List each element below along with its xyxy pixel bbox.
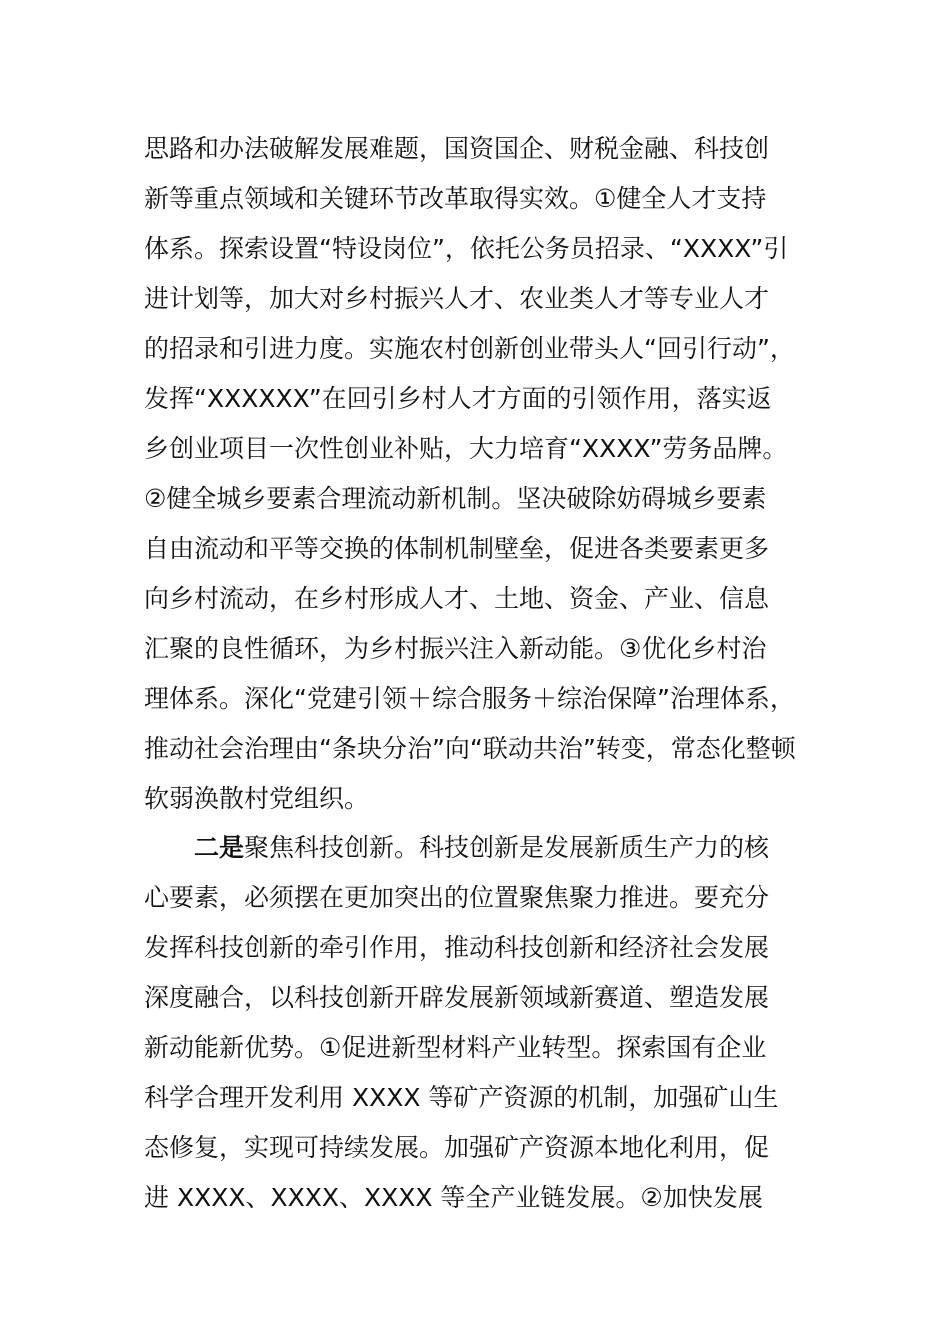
text-line: 自由流动和平等交换的体制机制壁垒，促进各类要素更多 (144, 534, 770, 563)
text-line: 进 XXXX、XXXX、XXXX 等全产业链发展。②加快发展 (144, 1183, 763, 1212)
text-line: 深度融合，以科技创新开辟发展新领域新赛道、塑造发展 (144, 983, 770, 1012)
text-line: 新动能新优势。①促进新型材料产业转型。探索国有企业 (144, 1033, 767, 1062)
paragraph-1 (144, 124, 804, 824)
text-line: 软弱涣散村党组织。 (144, 784, 370, 813)
paragraph-2-lead: 二是 (194, 833, 245, 862)
text-line: 发挥“XXXXXX”在回引乡村人才方面的引领作用，落实返 (144, 384, 772, 413)
paragraph-2-first-line (144, 823, 804, 873)
text-line: 的招录和引进力度。实施农村创新创业带头人“回引行动”， (144, 334, 795, 363)
text-line: 推动社会治理由“条块分治”向“联动共治”转变，常态化整顿 (144, 734, 796, 763)
text-line: 心要素，必须摆在更加突出的位置聚焦聚力推进。要充分 (144, 883, 770, 912)
text-line: 科学合理开发利用 XXXX 等矿产资源的机制，加强矿山生 (144, 1083, 779, 1112)
paragraph-2 (144, 823, 804, 1223)
text-line: ②健全城乡要素合理流动新机制。坚决破除妨碍城乡要素 (144, 484, 767, 513)
text-line: 新等重点领域和关键环节改革取得实效。①健全人才支持 (144, 184, 767, 213)
text-line: 进计划等，加大对乡村振兴人才、农业类人才等专业人才 (144, 284, 770, 313)
text-line: 理体系。深化“党建引领＋综合服务＋综治保障”治理体系， (144, 684, 795, 713)
text-line: 态修复，实现可持续发展。加强矿产资源本地化利用，促 (144, 1133, 770, 1162)
paragraph-2-first-line-text: 聚焦科技创新。科技创新是发展新质生产力的核 (244, 833, 770, 862)
text-line: 汇聚的良性循环，为乡村振兴注入新动能。③优化乡村治 (144, 634, 767, 663)
text-line: 向乡村流动，在乡村形成人才、土地、资金、产业、信息 (144, 584, 770, 613)
text-line: 发挥科技创新的牵引作用，推动科技创新和经济社会发展 (144, 933, 770, 962)
text-line: 思路和办法破解发展难题，国资国企、财税金融、科技创 (144, 134, 770, 163)
text-line: 体系。探索设置“特设岗位”，依托公务员招录、“XXXX”引 (144, 234, 789, 263)
text-line: 乡创业项目一次性创业补贴，大力培育“XXXX”劳务品牌。 (144, 434, 788, 463)
